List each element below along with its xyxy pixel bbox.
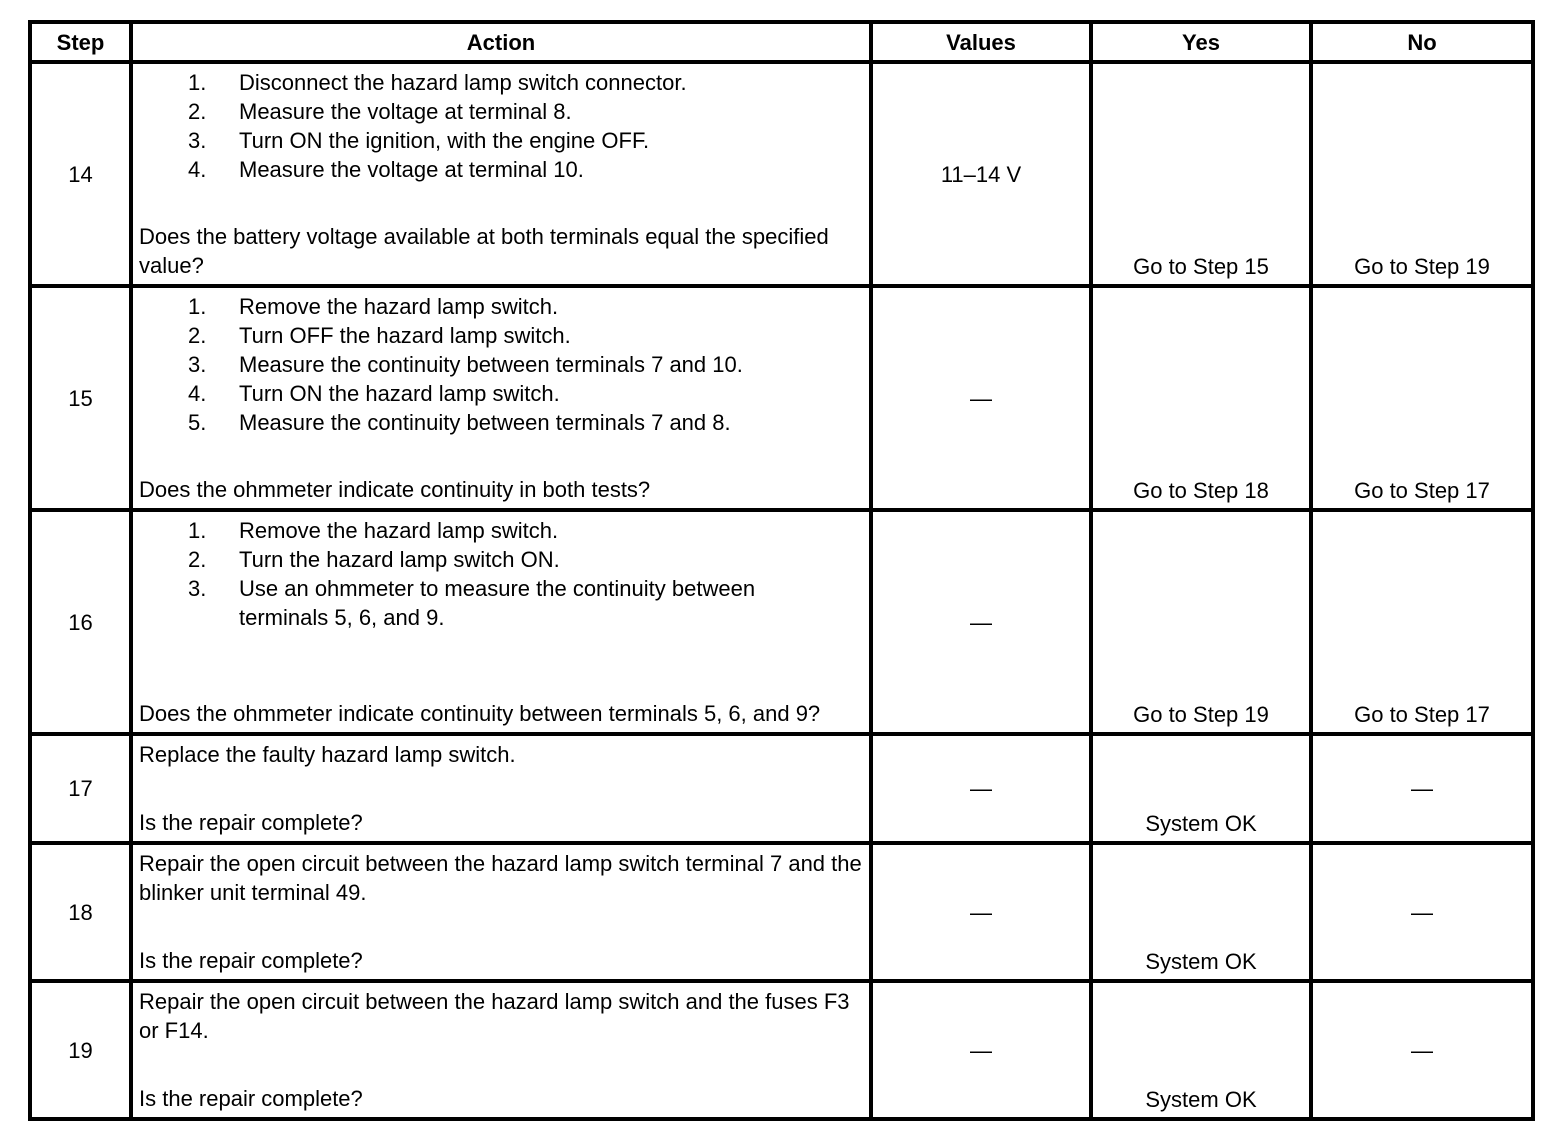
action-question: Does the ohmmeter indicate continuity in both tests?: [139, 477, 651, 502]
header-row: [30, 22, 1533, 62]
action-question: Is the repair complete?: [139, 948, 363, 973]
yes-cell: System OK: [1091, 734, 1311, 843]
action-text: Repair the open circuit between the hazard lamp switch and the fuses F3 or F14.: [139, 989, 850, 1043]
table-row: [30, 981, 1533, 1119]
no-cell: Go to Step 19: [1311, 62, 1533, 286]
action-cell: [131, 62, 871, 286]
step-number: 19: [30, 981, 131, 1119]
action-text: Replace the faulty hazard lamp switch.: [139, 742, 516, 767]
action-step: 1. Remove the hazard lamp switch.: [188, 518, 559, 543]
action-question: Is the repair complete?: [139, 1086, 363, 1111]
yes-cell: Go to Step 15: [1091, 62, 1311, 286]
step-number: 15: [30, 286, 131, 510]
action-cell: [131, 843, 871, 981]
action-step: 2. Turn OFF the hazard lamp switch.: [188, 323, 571, 348]
header-no: No: [1311, 22, 1533, 62]
no-cell: —: [1311, 981, 1533, 1119]
values-cell: —: [871, 734, 1091, 843]
no-cell: —: [1311, 843, 1533, 981]
action-steps: [133, 288, 869, 437]
values-cell: —: [871, 286, 1091, 510]
action-step: 2. Measure the voltage at terminal 8.: [188, 99, 572, 124]
action-steps: [133, 64, 869, 184]
yes-cell: Go to Step 18: [1091, 286, 1311, 510]
action-question: Does the battery voltage available at both terminals equal the specified value?: [139, 224, 829, 278]
table-row: [30, 62, 1533, 286]
action-step: 3. Turn ON the ignition, with the engine OFF.: [188, 128, 650, 153]
action-step: 4. Turn ON the hazard lamp switch.: [188, 381, 560, 406]
values-cell: —: [871, 510, 1091, 734]
header-action: Action: [131, 22, 871, 62]
action-step: 1. Disconnect the hazard lamp switch connector.: [188, 70, 687, 95]
no-cell: Go to Step 17: [1311, 510, 1533, 734]
action-step: 3. Use an ohmmeter to measure the continuity between terminals 5, 6, and 9.: [188, 576, 756, 630]
action-cell: [131, 510, 871, 734]
action-question: Does the ohmmeter indicate continuity between terminals 5, 6, and 9?: [139, 701, 821, 726]
table-row: [30, 510, 1533, 734]
header-values: Values: [871, 22, 1091, 62]
step-number: 17: [30, 734, 131, 843]
action-step: 5. Measure the continuity between terminals 7 and 8.: [188, 410, 731, 435]
step-number: 18: [30, 843, 131, 981]
table-row: [30, 843, 1533, 981]
action-question: Is the repair complete?: [139, 810, 363, 835]
action-text: Repair the open circuit between the hazard lamp switch terminal 7 and the blinker unit terminal 49.: [139, 851, 862, 905]
action-cell: [131, 981, 871, 1119]
action-step: 4. Measure the voltage at terminal 10.: [188, 157, 584, 182]
no-cell: Go to Step 17: [1311, 286, 1533, 510]
action-step: 1. Remove the hazard lamp switch.: [188, 294, 559, 319]
action-cell: [131, 286, 871, 510]
diagnostic-table: [28, 20, 1535, 1121]
values-cell: —: [871, 843, 1091, 981]
no-cell: —: [1311, 734, 1533, 843]
action-cell: [131, 734, 871, 843]
action-steps: [133, 512, 869, 632]
yes-cell: System OK: [1091, 981, 1311, 1119]
yes-cell: Go to Step 19: [1091, 510, 1311, 734]
table-row: [30, 734, 1533, 843]
yes-cell: System OK: [1091, 843, 1311, 981]
table-row: [30, 286, 1533, 510]
header-yes: Yes: [1091, 22, 1311, 62]
action-step: 2. Turn the hazard lamp switch ON.: [188, 547, 560, 572]
header-step: Step: [30, 22, 131, 62]
step-number: 16: [30, 510, 131, 734]
values-cell: —: [871, 981, 1091, 1119]
step-number: 14: [30, 62, 131, 286]
action-step: 3. Measure the continuity between terminals 7 and 10.: [188, 352, 743, 377]
values-cell: 11–14 V: [871, 62, 1091, 286]
